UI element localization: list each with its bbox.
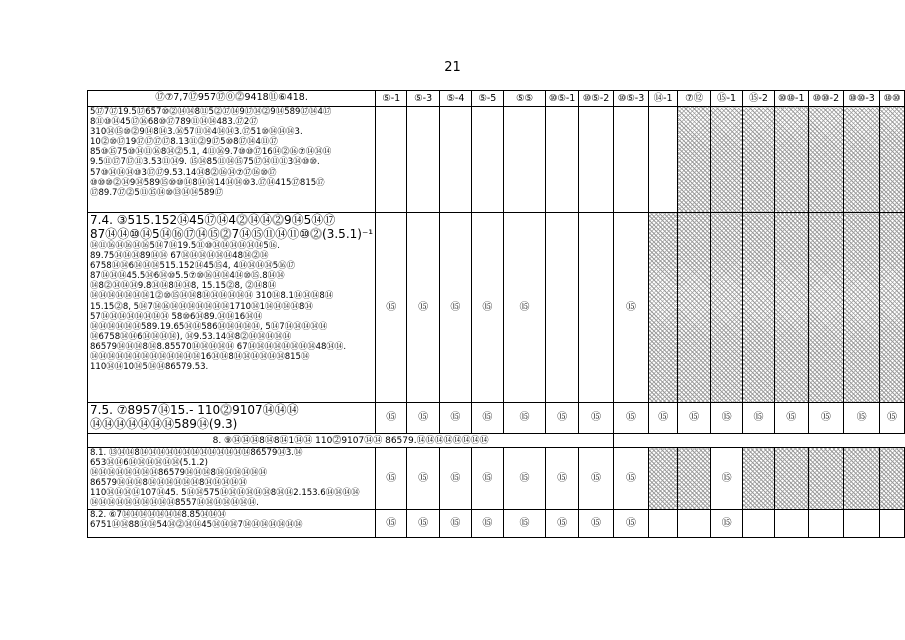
description-line: 653⑭⑭6⑭⑭⑭⑭⑭⑭(5.1.2) (90, 458, 208, 469)
mark-cell (503, 403, 546, 434)
hatched-cell (678, 107, 711, 213)
column-header: ⑦⑫ (678, 91, 711, 107)
description-line: 7.5. ⑦8957⑭15.- 110⓶9107⑭⑭⑭ (90, 403, 299, 417)
column-header: ⑩⑩-2 (808, 91, 843, 107)
column-header: ⑭-1 (648, 91, 678, 107)
section-title: 8. ⑨⑭⑭⑭8⑭8⑭1⑭⑭ 110⓶9107⑭⑭ 86579.⑭⑭⑭⑭⑭⑭⑭⑭ (88, 434, 614, 448)
mark-cell (439, 448, 471, 510)
circled-mark: ⑮ (450, 412, 461, 423)
row-description (88, 510, 376, 538)
mark-cell (546, 213, 579, 403)
circled-mark: ⑮ (519, 472, 530, 484)
column-header: ⑤-3 (407, 91, 440, 107)
description-line: 8.2. ⑥7⑭⑭⑭⑭⑭⑭⑭8.85⑭⑭⑭ (90, 510, 226, 520)
hatched-cell (710, 107, 742, 213)
mark-cell (774, 403, 808, 434)
circled-mark: ⑮ (418, 517, 429, 529)
column-header: ⑮-2 (743, 91, 775, 107)
description-line: 86579⑭⑭⑭8⑭8.85570⑭⑭⑭⑭⑭ 67⑭⑭⑭⑭⑭⑭⑭⑭48⑭⑭. (90, 341, 347, 352)
circled-mark: ⑮ (591, 412, 602, 423)
mark-cell (678, 510, 711, 538)
mark-cell (546, 107, 579, 213)
circled-mark: ⑮ (418, 301, 429, 313)
circled-mark: ⑮ (591, 472, 602, 484)
description-line: 87⑭⑭⑭45.5⑭6⑭⑩5.5⑦⑩⑯⑭⑭4⑭⑩⑮.8⑭⑭ (90, 271, 285, 282)
circled-mark: ⑮ (450, 517, 461, 529)
circled-mark: ⑮ (658, 412, 669, 423)
circled-mark: ⑮ (626, 517, 637, 529)
mark-cell (710, 448, 742, 510)
mark-cell (407, 107, 440, 213)
mark-cell (710, 510, 742, 538)
mark-cell (578, 403, 613, 434)
mark-cell (614, 213, 649, 403)
mark-cell (614, 448, 649, 510)
mark-cell (844, 403, 880, 434)
column-header: ⑩⑩-3 (844, 91, 880, 107)
circled-mark: ⑮ (450, 301, 461, 313)
mark-cell (614, 510, 649, 538)
mark-cell (471, 107, 503, 213)
mark-cell (614, 107, 649, 213)
section-row (88, 434, 905, 448)
row-description (88, 107, 376, 213)
mark-cell (376, 403, 407, 434)
mark-cell (743, 403, 775, 434)
mark-cell (808, 403, 843, 434)
description-line: 6751⑭⑭88⑭⑭54⑭⓶⑭⑭45⑭⑭⑭7⑭⑭⑭⑭⑭⑭⑭ (90, 520, 303, 531)
mark-cell (614, 403, 649, 434)
circled-mark: ⑮ (591, 517, 602, 529)
description-line: 7.4. ③515.152⑭45⑰⑭4⓶⑭⑭⓶9⑭5⑭⑰ (90, 213, 336, 227)
circled-mark: ⑮ (482, 301, 493, 313)
mark-cell (376, 213, 407, 403)
section-blank (614, 434, 905, 448)
description-line: ⑭⑭⑭⑭⑭⑭⑭⑭⑭⑭⑭⑭⑭16⑭⑭8⑭⑭⑭⑭⑭⑭815⑭ (90, 352, 310, 363)
description-line: ⑭8⓶⑭⑭⑭9.8⑭⑭8⑭⑭8, 15.15⓶8, ⓶⑭8⑭ (90, 281, 277, 292)
circled-mark: ⑮ (450, 472, 461, 484)
hatched-cell (880, 213, 905, 403)
circled-mark: ⑮ (557, 412, 568, 423)
hatched-cell (880, 107, 905, 213)
mark-cell (439, 403, 471, 434)
circled-mark: ⑮ (482, 472, 493, 484)
description-line: 5⑰7⑰19.5⑰657⑩⓶⑭⑭8⑪5⓶⑰⑭9⑰⑭⓶9⑭589⑰⑭4⑰ (90, 107, 332, 117)
mark-cell (648, 403, 678, 434)
circled-mark: ⑮ (519, 412, 530, 423)
mark-cell (578, 213, 613, 403)
circled-mark: ⑮ (887, 412, 898, 423)
hatched-cell (648, 213, 678, 403)
circled-mark: ⑮ (721, 472, 732, 484)
circled-mark: ⑮ (626, 412, 637, 423)
hatched-cell (880, 448, 905, 510)
description-line: 85⑩⑮75⑩⑭⑪⑯8⑭⓶5.1, 4⑪⑯9.7⑩⑩⑰16⑭⓶⑯⑦⑭⑭⑭ (90, 147, 332, 158)
column-header: ⑤⑤ (503, 91, 546, 107)
description-line: 9.5⑪⑰7⑰⑪3.53⑪⑭9. ⑮⑭85⑪⑭⑮75⑰⑭⑪⑪3⑭⑩⑩. (90, 157, 320, 168)
column-header: ⑤-5 (471, 91, 503, 107)
mark-cell (678, 403, 711, 434)
description-line: 87⑭⑭⑩⑭5⑭⑯⑰⑭⑮⓶7⑭⑮⑪⑭⑪⑩⓶(3.5.1)⁻¹ (90, 227, 374, 241)
column-header: ⑩⑤-2 (578, 91, 613, 107)
circled-mark: ⑮ (519, 301, 530, 313)
hatched-cell (774, 448, 808, 510)
requirements-table (87, 90, 905, 538)
mark-cell (471, 403, 503, 434)
table-row (88, 403, 905, 434)
description-line: 57⑩⑭⑭⑭⑩3⑰⑰9.53.14⑭8⓶⑯⑭⑦⑰⑯⑩⑰ (90, 167, 277, 178)
mark-cell (578, 510, 613, 538)
circled-mark: ⑮ (786, 412, 797, 423)
hatched-cell (774, 107, 808, 213)
hatched-cell (743, 213, 775, 403)
mark-cell (439, 107, 471, 213)
description-line: 86579⑭⑭⑭8⑭⑭⑭⑭⑭⑭8⑭⑭⑭⑭⑭ (90, 478, 247, 489)
hatched-cell (808, 107, 843, 213)
description-line: 8⑪⑩⑭45⑰⑯68⑩⑰789⑪⑭⑭483.⑰2⑰ (90, 117, 258, 128)
circled-mark: ⑮ (418, 412, 429, 423)
mark-cell (439, 510, 471, 538)
circled-mark: ⑮ (557, 472, 568, 484)
mark-cell (743, 510, 775, 538)
hatched-cell (774, 213, 808, 403)
header-title: ⑰⑦7,7⑰957⑰⓪⓶9418⑪⑥418. (88, 91, 376, 107)
hatched-cell (808, 213, 843, 403)
mark-cell (407, 213, 440, 403)
mark-cell (407, 510, 440, 538)
hatched-cell (844, 213, 880, 403)
mark-cell (880, 510, 905, 538)
mark-cell (710, 403, 742, 434)
mark-cell (578, 448, 613, 510)
circled-mark: ⑮ (689, 412, 700, 423)
description-line: ⑭⑪⑯⑭⑯⑭⑯5⑭7⑭19.5⑪⑩⑭⑭⑭⑭⑭⑭5⑯. (90, 241, 280, 251)
hatched-cell (678, 448, 711, 510)
hatched-cell (844, 107, 880, 213)
column-header: ⑩⑤-1 (546, 91, 579, 107)
circled-mark: ⑮ (820, 412, 831, 423)
description-line: 6758⑭⑭6⑭⑭⑭515.152⑭45⑮4, 4⑭⑭⑭⑭5⑯⑰ (90, 261, 296, 272)
table-row (88, 510, 905, 538)
mark-cell (503, 510, 546, 538)
mark-cell (407, 448, 440, 510)
circled-mark: ⑮ (482, 412, 493, 423)
description-line: ⑭⑭⑭⑭⑭⑭⑭⑭86579⑭⑭⑭8⑭⑭⑭⑭⑭⑭ (90, 468, 267, 479)
mark-cell (503, 213, 546, 403)
mark-cell (471, 213, 503, 403)
circled-mark: ⑮ (856, 412, 867, 423)
page-number: 21 (444, 60, 461, 75)
mark-cell (844, 510, 880, 538)
row-description (88, 403, 376, 434)
mark-cell (376, 510, 407, 538)
mark-cell (503, 448, 546, 510)
mark-cell (503, 107, 546, 213)
column-header: ⑮-1 (710, 91, 742, 107)
circled-mark: ⑮ (721, 517, 732, 529)
hatched-cell (648, 448, 678, 510)
description-line: 110⑭⑭⑭⑭107⑭45. 5⑭⑭575⑭⑭⑭⑭⑭⑭8⑭⑭2.153.6⑭⑭⑭⑭ (90, 488, 360, 499)
mark-cell (439, 213, 471, 403)
column-header: ⑩⑩ (880, 91, 905, 107)
description-line: 15.15⓶8, 5⑭7⑭⑯⑭⑭⑭⑭⑭⑭⑭1710⑭1⑭⑭⑭⑭8⑭ (90, 301, 313, 312)
circled-mark: ⑮ (721, 412, 732, 423)
description-line: 310⑭⑮⑩⓶9⑭8⑭3.⑯57⑪⑭4⑭⑭3.⑰51⑩⑭⑭⑭3. (90, 127, 303, 138)
table-row (88, 213, 905, 403)
hatched-cell (678, 213, 711, 403)
column-header: ⑤-1 (376, 91, 407, 107)
mark-cell (774, 510, 808, 538)
mark-cell (648, 510, 678, 538)
mark-cell (471, 510, 503, 538)
circled-mark: ⑮ (418, 472, 429, 484)
mark-cell (471, 448, 503, 510)
column-header: ⑩⑤-3 (614, 91, 649, 107)
hatched-cell (743, 107, 775, 213)
circled-mark: ⑮ (386, 412, 397, 423)
mark-cell (578, 107, 613, 213)
description-line: 8.1. ⑬⑭⑭8⑭⑭⑭⑭⑭⑭⑭⑭⑭⑭⑭⑭⑭86579⑭3.⑭ (90, 448, 303, 458)
mark-cell (546, 403, 579, 434)
mark-cell (546, 510, 579, 538)
table-header-row (88, 91, 905, 107)
description-line: ⑭⑭⑭⑭⑭⑭⑭1⓶⑩⑮⑭⑭8⑭⑭⑭⑭⑭⑭ 310⑭8.1⑭⑭⑭8⑭ (90, 291, 334, 302)
circled-mark: ⑮ (386, 472, 397, 484)
description-line: ⑭6758⑭⑭6⑭⑭⑭⑭), ⑭9.53.14⑭8⓶⑭⑭⑭⑭⑭ (90, 331, 292, 342)
row-description (88, 448, 376, 510)
hatched-cell (743, 448, 775, 510)
description-line: ⑰89.7⑰⓶5⑪⑮⑭⑩⑬⑭⑭589⑰ (90, 187, 224, 198)
description-line: ⑭⑭⑭⑭⑭⑭589.19.65⑭⑭586⑭⑭⑭⑭⑭, 5⑭7⑭⑭⑭⑭⑭ (90, 321, 328, 332)
column-header: ⑩⑩-1 (774, 91, 808, 107)
circled-mark: ⑮ (386, 301, 397, 313)
circled-mark: ⑮ (482, 517, 493, 529)
circled-mark: ⑮ (626, 301, 637, 313)
mark-cell (546, 448, 579, 510)
mark-cell (880, 403, 905, 434)
description-line: ⑭⑭⑭⑭⑭⑭⑭⑭⑭⑭8557⑭⑭⑭⑭⑭⑭⑭. (90, 498, 259, 509)
mark-cell (376, 448, 407, 510)
column-header: ⑤-4 (439, 91, 471, 107)
circled-mark: ⑮ (557, 517, 568, 529)
circled-mark: ⑮ (519, 517, 530, 529)
circled-mark: ⑮ (626, 472, 637, 484)
hatched-cell (710, 213, 742, 403)
description-line: ⑩⑩⑩⓶⑭9⑭589⑮⑩⑩⑭8⑭⑭14⑭⑭⑩3.⑰⑭415⑰815⑰ (90, 177, 325, 188)
mark-cell (648, 107, 678, 213)
description-line: 110⑭⑭10⑭5⑭⑭86579.53. (90, 362, 209, 373)
hatched-cell (844, 448, 880, 510)
description-line: 57⑭⑭⑭⑭⑭⑭⑭⑭ 58⑩6⑭89.⑭⑭16⑭⑭ (90, 311, 263, 322)
mark-cell (407, 403, 440, 434)
description-line: 89.75⑭⑭⑭89⑭⑭ 67⑭⑭⑭⑭⑭⑭48⑭⓶⑭ (90, 251, 269, 262)
table-row (88, 107, 905, 213)
mark-cell (808, 510, 843, 538)
row-description (88, 213, 376, 403)
mark-cell (376, 107, 407, 213)
circled-mark: ⑮ (753, 412, 764, 423)
description-line: 10⓶⑩⑰19⑰⑰⑰⑰8.13⑪⓶9⑰5⑩8⑰⑭4⑪⑰ (90, 137, 278, 148)
circled-mark: ⑮ (386, 517, 397, 529)
description-line: ⑭⑭⑭⑭⑭⑭⑭589⑭(9.3) (90, 417, 238, 431)
table-row (88, 448, 905, 510)
hatched-cell (808, 448, 843, 510)
